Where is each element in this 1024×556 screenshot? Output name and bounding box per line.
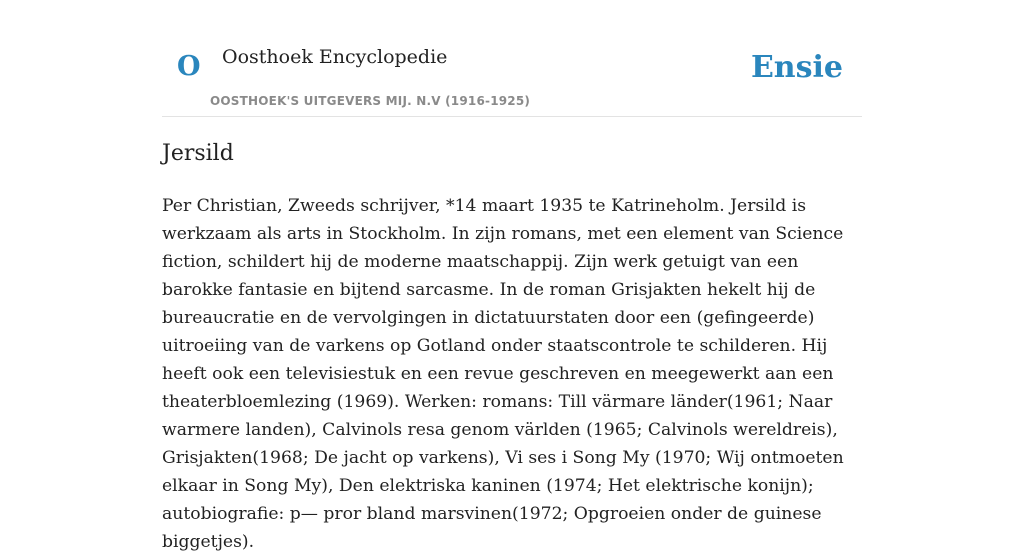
site-header <box>162 0 862 117</box>
entry-title: Jersild <box>162 141 234 166</box>
site-title[interactable]: Oosthoek Encyclopedie <box>222 46 448 68</box>
entry-body: Per Christian, Zweeds schrijver, *14 maart 1935 te Katrineholm. Jersild is werkzaam als arts in Stockholm. In zijn romans, met een element van Science fiction, schildert hij de moderne maatschappij. Zijn werk getuigt van een barokke fantasie en bijtend sarcasme. In de roman Grisjakten hekelt hij de bureaucratie en de vervolgingen in dictatuurstaten door een (gefingeerde) uitroeiing van de varkens op Gotland onder staatscontrole te schilderen. Hij heeft ook een televisiestuk en een revue geschreven en meegewerkt aan een theaterbloemlezing (1969). Werken: romans: Till värmare länder(1961; Naar warmere landen), Calvinols resa genom världen (1965; Calvinols wereldreis), Grisjakten(1968; De jacht op varkens), Vi ses i Song My (1970; Wij ontmoeten elkaar in Song My), Den elektriska kaninen (1974; Het elektrische konijn); autobiografie: p— pror bland marsvinen(1972; Opgroeien onder de guinese biggetjes). <box>162 196 844 552</box>
brand-logo[interactable]: Ensie <box>750 50 843 85</box>
publisher-subtitle: OOSTHOEK'S UITGEVERS MIJ. N.V (1916-1925) <box>210 94 531 108</box>
logo-letter[interactable]: O <box>177 51 201 82</box>
